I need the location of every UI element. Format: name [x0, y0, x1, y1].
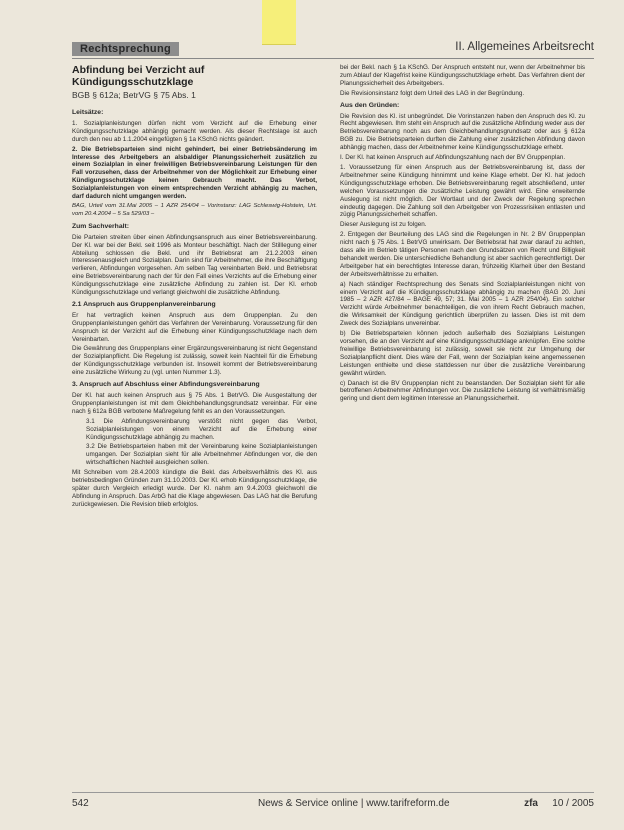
leitsatz-1: 1. Sozialplanleistungen dürfen nicht vom Verzicht auf die Erhebung einer Kündigungsschutzklage abhängig gemacht werden. Als dieser Rechtslage ist auch durch den neu ab 1.1.2004 eingefügten § 1a KSchG nichts geändert. [72, 119, 317, 143]
header-divider [72, 58, 594, 59]
page-number: 542 [72, 798, 89, 809]
right-paragraph-5: Dieser Auslegung ist zu folgen. [340, 221, 427, 229]
sachverhalt-text: Die Parteien streiten über einen Abfindungsanspruch aus einer Betriebsvereinbarung. Der Kl. war bei der Bekl. seit 1996 als Monteur beschäftigt. Nach der Stilllegung einer Abteilung schlossen die Bekl. und ihr Betriebsrat am 21.2.2003 einen Interessenausgleich und Sozialplan. Darin sind für Arbeitnehmer, die ihre Beschäftigung verlieren, Abfindungen vorgesehen. Am selben Tag vereinbarten Bekl. und Betriebsrat eine Betriebsvereinbarung nach der für den Fall eines Verzichts auf die Erhebung einer Kündigungsschutzklage eine zusätzliche Abfindung zu zahlen ist. Der Kl. erhob Kündigungsschutzklage und verlangt gleichwohl die zusätzliche Abfindung. [72, 233, 317, 297]
closing-paragraph: Mit Schreiben vom 28.4.2003 kündigte die Bekl. das Arbeitsverhältnis des Kl. aus betriebsbedingten Gründen zum 31.10.2003. Der Kl. erhob Kündigungsschutzklage, die später durch Vergleich erledigt wurde. Der Kl. nahm am 9.4.2003 gleichwohl die Abfindung in Anspruch. Das ArbG hat die Klage abgewiesen. Das LAG hat die Berufung zurückgewiesen. Die Revision blieb erfolglos. [72, 469, 317, 508]
journal-logo: zfa [524, 798, 538, 809]
section-2-1-text: Er hat vertraglich keinen Anspruch aus dem Gruppenplan. Zu den Gruppenplanleistungen gehört das Verfahren der Vereinbarung. Voraussetzung für den Anspruch ist der Verzicht auf die Erhebung einer Kündigungsschutzklage nach dem Vereinbarten. [72, 311, 317, 343]
article-citation: BGB § 612a; BetrVG § 75 Abs. 1 [72, 90, 196, 100]
left-column [72, 64, 317, 784]
right-column [340, 64, 585, 784]
gruende-text: Die Revision des Kl. ist unbegründet. Die Vorinstanzen haben den Anspruch des Kl. zu Recht abgewiesen. Ihm steht ein Anspruch auf die zusätzliche Abfindung weder aus der Betriebsvereinbarung noch aus dem Gleichbehandlungsgrundsatz oder aus § 612a BGB zu. Die Betriebsparteien durften die Zahlung einer zusätzlichen Abfindung davon abhängig machen, dass der Arbeitnehmer keine Kündigungsschutzklage erhebt. [340, 112, 585, 152]
section-2-1-text-b: Die Gewährung des Gruppenplans einer Ergänzungsvereinbarung ist nicht Gegenstand der Sozialplanpflicht. Die Regelung ist zulässig, soweit kein Nachteil für die Erhebung der Kündigungsschutzklage verbunden ist. Insoweit kommt der Betriebsvereinbarung eine zusätzliche Wirkung zu (vgl. unten Nummer 1.3). [72, 345, 317, 377]
right-paragraph-7: a) Nach ständiger Rechtsprechung des Senats sind Sozialplanleistungen nicht von einem Verzicht auf die Kündigungsschutzklage abhängig zu machen (BAG 20. Juni 1985 – 2 AZR 427/84 – BAGE 49, 57; 31. Mai 2005 – 1 AZR 254/04). Ein solcher Verzicht würde Arbeitnehmer benachteiligen, die von ihrem Recht Gebrauch machen, die Wirksamkeit der Kündigung gerichtlich überprüfen zu lassen. Dies ist mit dem Zweck des Sozialplans unvereinbar. [340, 280, 585, 328]
section-3-heading: 3. Anspruch auf Abschluss einer Abfindungsvereinbarung [72, 381, 260, 389]
article-title-line2: Kündigungsschutzklage [72, 76, 194, 88]
section-tag: Rechtsprechung [72, 42, 179, 56]
right-paragraph-4: 1. Voraussetzung für einen Anspruch aus der Betriebsvereinbarung ist, dass der Arbeitnehmer seine Kündigung hinnimmt und keine Klage erhebt. Der Kl. hat jedoch Kündigungsschutzklage erhoben. Die Betriebsvereinbarung regelt abschließend, unter welchen Voraussetzungen die zusätzliche Leistung gewährt wird. Eine erweiternde Auslegung ist nicht möglich. Der Wortlaut und der Zweck der Regelung sprechen eindeutig dagegen. Die Zahlung soll den Arbeitgeber von Prozessrisiken entlasten und zügig Planungssicherheit schaffen. [340, 163, 585, 219]
page-footer [72, 797, 594, 811]
leitsaetze-label: Leitsätze: [72, 109, 104, 116]
item-3-2: 3.2 Die Betriebsparteien haben mit der Vereinbarung keine Sozialplanleistungen umgangen. Der Sozialplan sieht für alle Arbeitnehmer Abfindungen vor, die den wirtschaftlichen Nachteil ausgleichen sollen. [86, 443, 317, 467]
section-2-1-heading: 2.1 Anspruch aus Gruppenplanvereinbarung [72, 300, 216, 308]
right-paragraph-6: 2. Entgegen der Beurteilung des LAG sind die Regelungen in Nr. 2 BV Gruppenplan nicht nach § 75 Abs. 1 BetrVG unwirksam. Der Betriebsrat hat zwar darauf zu achten, dass alle im Betrieb tätigen Personen nach den Grundsätzen von Recht und Billigkeit behandelt werden. Die unterschiedliche Behandlung ist aber sachlich gerechtfertigt. Der Arbeitgeber hat ein berechtigtes Interesse daran, frühzeitig Klarheit über den Bestand der Arbeitsverhältnisse zu erhalten. [340, 231, 585, 278]
leitsatz-2: 2. Die Betriebsparteien sind nicht gehindert, bei einer Betriebsänderung im Interesse des Arbeitgebers an alsbaldiger Planungssicherheit zusätzlich zu einem Sozialplan in einer freiwilligen Betriebsvereinbarung Leistungen für den Fall vorzusehen, dass der Arbeitnehmer von der Möglichkeit zur Erhebung einer Kündigungsschutzklage keinen Gebrauch macht. Das Verbot, Sozialplanleistungen von einem entsprechenden Verzicht abhängig zu machen, darf dadurch nicht umgangen werden. [72, 145, 317, 201]
right-paragraph-1: bei der Bekl. nach § 1a KSchG. Der Anspruch entsteht nur, wenn der Arbeitnehmer bis zum Ablauf der Klagefrist keine Kündigungsschutzklage erhebt. Das Verfahren dient der Planungssicherheit des Arbeitgebers. [340, 64, 585, 87]
court-reference: BAG, Urteil vom 31.Mai 2005 – 1 AZR 254/04 – Vorinstanz: LAG Schleswig-Holstein, Urt. vom 20.4.2004 – 5 Sa 529/03 – [72, 202, 317, 217]
sachverhalt-label: Zum Sachverhalt: [72, 222, 130, 230]
item-3-1: 3.1 Die Abfindungsvereinbarung verstößt nicht gegen das Verbot, Sozialplanleistungen von einem Verzicht auf die Erhebung einer Kündigungsschutzklage abhängig zu machen. [86, 417, 317, 441]
issue-number: 10 / 2005 [552, 798, 594, 809]
right-paragraph-9: c) Danach ist die BV Gruppenplan nicht zu beanstanden. Der Sozialplan sieht für alle betroffenen Arbeitnehmer Abfindungen vor. Die zusätzliche Leistung ist verhältnismäßig gering und dient dem legitimen Interesse an Planungssicherheit. [340, 379, 585, 403]
right-paragraph-3: I. Der Kl. hat keinen Anspruch auf Abfindungszahlung nach der BV Gruppenplan. [340, 154, 566, 162]
gruende-label: Aus den Gründen: [340, 101, 400, 109]
footer-divider [72, 792, 594, 793]
right-paragraph-2: Die Revisionsinstanz folgt dem Urteil des LAG in der Begründung. [340, 89, 525, 97]
right-paragraph-8: b) Die Betriebsparteien können jedoch außerhalb des Sozialplans Leistungen vorsehen, die an den Verzicht auf eine Kündigungsschutzklage anknüpfen. Eine solche freiwillige Betriebsvereinbarung ist zulässig, soweit sie nicht zur Umgehung der Sozialplanpflicht dient. Dies wäre der Fall, wenn der Sozialplan keine angemessenen Leistungen enthielte und diese stattdessen nur über die zusätzliche Vereinbarung gewährt würden. [340, 330, 585, 377]
sticky-note [262, 0, 296, 45]
article-title-line1: Abfindung bei Verzicht auf [72, 64, 205, 76]
footer-link[interactable]: News & Service online | www.tarifreform.de [258, 798, 450, 809]
section-title: II. Allgemeines Arbeitsrecht [455, 41, 594, 53]
section-3-text: Der Kl. hat auch keinen Anspruch aus § 75 Abs. 1 BetrVG. Die Ausgestaltung der Gruppenplanleistungen ist mit dem Gleichbehandlungsgrundsatz vereinbar. Für eine nach § 612a BGB verbotene Maßregelung fehlt es an den Voraussetzungen. [72, 392, 317, 415]
